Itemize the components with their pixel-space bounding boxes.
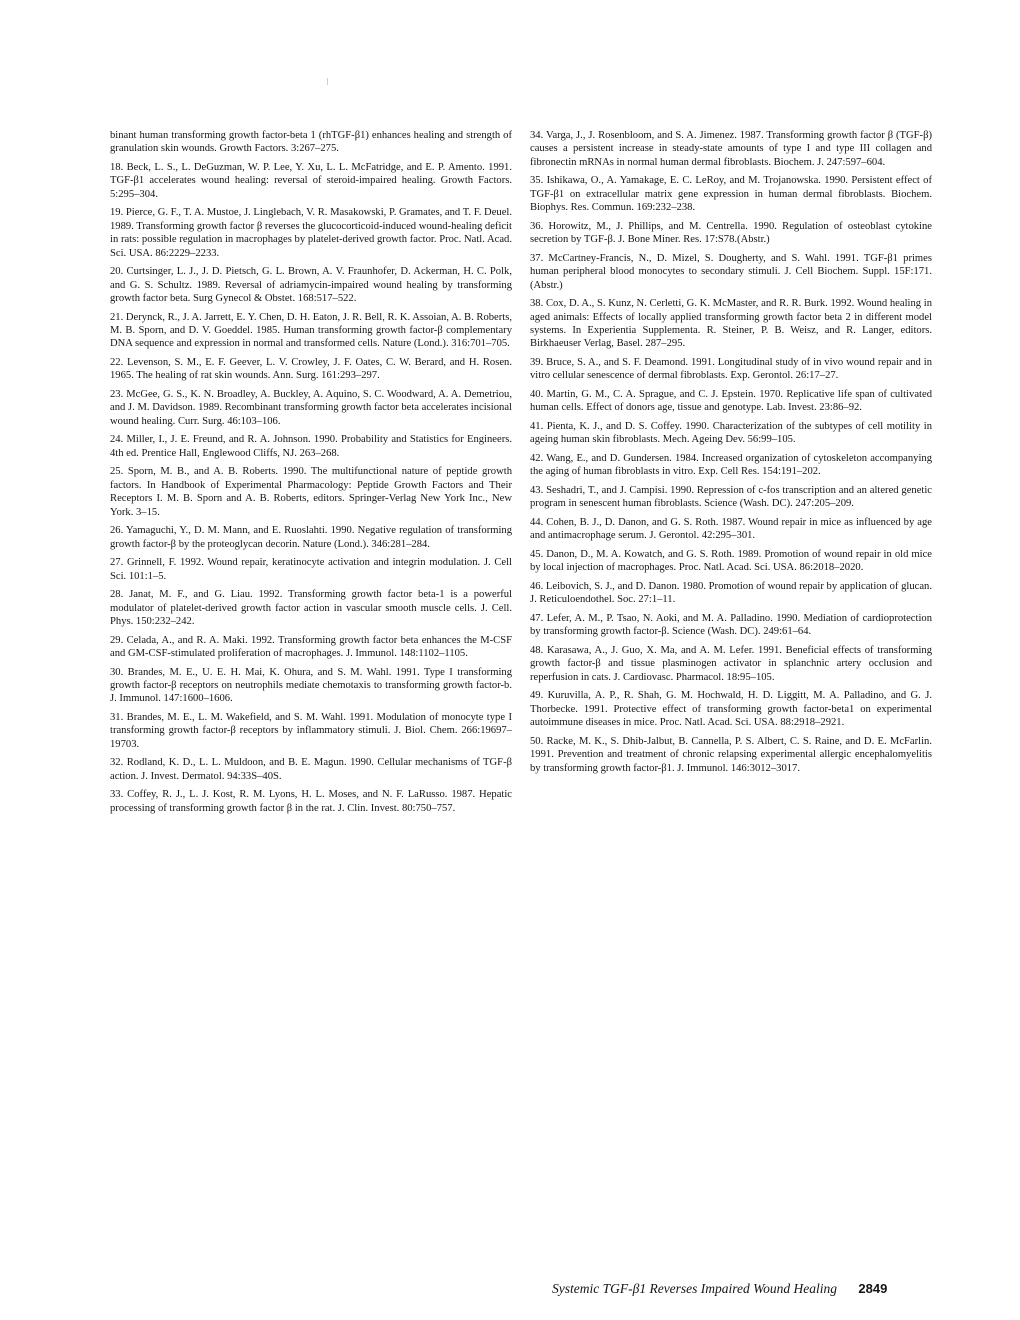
- reference-entry: 50. Racke, M. K., S. Dhib-Jalbut, B. Cannella, P. S. Albert, C. S. Raine, and D. E. McFarlin. 1991. Prevention and treatment of chronic relapsing experimental allergic encephalomyelitis by transforming growth factor-β1. J. Immunol. 146:3012–3017.: [530, 735, 932, 774]
- reference-entry: 29. Celada, A., and R. A. Maki. 1992. Transforming growth factor beta enhances the M-CSF and GM-CSF-stimulated proliferation of macrophages. J. Immunol. 148:1102–1105.: [110, 634, 512, 660]
- reference-entry: 22. Levenson, S. M., E. F. Geever, L. V. Crowley, J. F. Oates, C. W. Berard, and H. Rosen. 1965. The healing of rat skin wounds. Ann. Surg. 161:293–297.: [110, 357, 512, 382]
- reference-entry: 28. Janat, M. F., and G. Liau. 1992. Transforming growth factor beta-1 is a powerful modulator of platelet-derived growth factor action in vascular smooth muscle cells. J. Cell. Phys. 150:232–242.: [110, 589, 512, 628]
- reference-entry: 23. McGee, G. S., K. N. Broadley, A. Buckley, A. Aquino, S. C. Woodward, A. A. Demetriou, and J. M. Davidson. 1989. Recombinant transforming growth factor beta accelerates incisional wound healing. Curr. Surg. 46:103–106.: [110, 389, 512, 427]
- reference-entry: 20. Curtsinger, L. J., J. D. Pietsch, G. L. Brown, A. V. Fraunhofer, D. Ackerman, H. C. Polk, and G. S. Schultz. 1989. Reversal of adriamycin-impaired wound healing by transforming growth factor beta. Surg Gynecol & Obstet. 168:517–522.: [110, 266, 512, 305]
- reference-entry: 49. Kuruvilla, A. P., R. Shah, G. M. Hochwald, H. D. Liggitt, M. A. Palladino, and G. J. Thorbecke. 1991. Protective effect of transforming growth factor-beta1 on experimental autoimmune diseases in mice. Proc. Natl. Acad. Sci. USA. 88:2918–2921.: [530, 690, 932, 729]
- reference-entry: 48. Karasawa, A., J. Guo, X. Ma, and A. M. Lefer. 1991. Beneficial effects of transforming growth factor-β and tissue plasminogen activator in splanchnic artery occlusion and reperfusion in cats. J. Cardiovasc. Pharmacol. 18:95–105.: [530, 645, 932, 683]
- reference-entry: 19. Pierce, G. F., T. A. Mustoe, J. Linglebach, V. R. Masakowski, P. Gramates, and T. F. Deuel. 1989. Transforming growth factor β reverses the glucocorticoid-induced wound-healing deficit in rats: possible regulation in macrophages by platelet-derived growth factor. Proc. Natl. Acad. Sci. USA. 86:2229–2233.: [110, 207, 512, 259]
- reference-entry: 24. Miller, I., J. E. Freund, and R. A. Johnson. 1990. Probability and Statistics for Engineers. 4th ed. Prentice Hall, Englewood Cliffs, NJ. 263–268.: [110, 434, 512, 459]
- references-right-column: [530, 129, 932, 780]
- references-left-column: [110, 129, 512, 820]
- reference-entry: 30. Brandes, M. E., U. E. H. Mai, K. Ohura, and S. M. Wahl. 1991. Type I transforming growth factor-β receptors on neutrophils mediate chemotaxis to transforming growth factor-b. J. Immunol. 147:1600–1606.: [110, 666, 512, 705]
- reference-entry: 47. Lefer, A. M., P. Tsao, N. Aoki, and M. A. Palladino. 1990. Mediation of cardioprotection by transforming growth factor-β. Science (Wash. DC). 249:61–64.: [530, 613, 932, 638]
- reference-entry: 25. Sporn, M. B., and A. B. Roberts. 1990. The multifunctional nature of peptide growth factors. In Handbook of Experimental Pharmacology: Peptide Growth Factors and Their Receptors I. M. B. Sporn and A. B. Roberts, editors. Springer-Verlag New York Inc., New York. 3–15.: [110, 466, 512, 518]
- reference-entry: 36. Horowitz, M., J. Phillips, and M. Centrella. 1990. Regulation of osteoblast cytokine secretion by TGF-β. J. Bone Miner. Res. 17:S78.(Abstr.): [530, 220, 932, 246]
- reference-entry: 21. Derynck, R., J. A. Jarrett, E. Y. Chen, D. H. Eaton, J. R. Bell, R. K. Assoian, A. B. Roberts, M. B. Sporn, and D. V. Goeddel. 1985. Human transforming growth factor-β complementary DNA sequence and expression in normal and transformed cells. Nature (Lond.). 316:701–705.: [110, 311, 512, 350]
- reference-entry: 43. Seshadri, T., and J. Campisi. 1990. Repression of c-fos transcription and an altered genetic program in senescent human fibroblasts. Science (Wash. DC). 247:205–209.: [530, 485, 932, 510]
- reference-entry: 34. Varga, J., J. Rosenbloom, and S. A. Jimenez. 1987. Transforming growth factor β (TGF-β) causes a persistent increase in steady-state amounts of type I and type III collagen and fibronectin mRNAs in normal human dermal fibroblasts. Biochem. J. 247:597–604.: [530, 130, 932, 168]
- reference-entry: 40. Martin, G. M., C. A. Sprague, and C. J. Epstein. 1970. Replicative life span of cultivated human cells. Effect of donors age, tissue and genotype. Lab. Invest. 23:86–92.: [530, 389, 932, 414]
- reference-entry: 45. Danon, D., M. A. Kowatch, and G. S. Roth. 1989. Promotion of wound repair in old mice by local injection of macrophages. Proc. Natl. Acad. Sci. USA. 86:2018–2020.: [530, 549, 932, 574]
- reference-entry: 35. Ishikawa, O., A. Yamakage, E. C. LeRoy, and M. Trojanowska. 1990. Persistent effect of TGF-β1 on extracellular matrix gene expression in human dermal fibroblasts. Biochem. Biophys. Res. Commun. 169:232–238.: [530, 175, 932, 214]
- reference-entry: 37. McCartney-Francis, N., D. Mizel, S. Dougherty, and S. Wahl. 1991. TGF-β1 primes human peripheral blood monocytes to secondary stimuli. J. Cell Biochem. Suppl. 15F:171.(Abstr.): [530, 252, 932, 291]
- reference-entry: 39. Bruce, S. A., and S. F. Deamond. 1991. Longitudinal study of in vivo wound repair and in vitro cellular senescence of dermal fibroblasts. Exp. Gerontol. 26:17–27.: [530, 357, 932, 382]
- reference-entry: 46. Leibovich, S. J., and D. Danon. 1980. Promotion of wound repair by application of glucan. J. Reticuloendothel. Soc. 27:1–11.: [530, 581, 932, 606]
- reference-entry: binant human transforming growth factor-beta 1 (rhTGF-β1) enhances healing and strength of granulation skin wounds. Growth Factors. 3:267–275.: [110, 130, 512, 155]
- reference-entry: 18. Beck, L. S., L. DeGuzman, W. P. Lee, Y. Xu, L. L. McFatridge, and E. P. Amento. 1991. TGF-β1 accelerates wound healing: reversal of steroid-impaired healing. Growth Factors. 5:295–304.: [110, 162, 512, 200]
- reference-entry: 33. Coffey, R. J., L. J. Kost, R. M. Lyons, H. L. Moses, and N. F. LaRusso. 1987. Hepatic processing of transforming growth factor β in the rat. J. Clin. Invest. 80:750–757.: [110, 789, 512, 814]
- page-number: 2849: [858, 1281, 888, 1296]
- reference-entry: 31. Brandes, M. E., L. M. Wakefield, and S. M. Wahl. 1991. Modulation of monocyte type I transforming growth factor-β receptors by inflammatory stimuli. J. Biol. Chem. 266:19697–19703.: [110, 712, 512, 750]
- reference-entry: 32. Rodland, K. D., L. L. Muldoon, and B. E. Magun. 1990. Cellular mechanisms of TGF-β action. J. Invest. Dermatol. 94:33S–40S.: [110, 757, 512, 782]
- scan-mark: [327, 78, 328, 85]
- reference-entry: 42. Wang, E., and D. Gundersen. 1984. Increased organization of cytoskeleton accompanying the aging of human fibroblasts in vitro. Exp. Cell Res. 154:191–202.: [530, 453, 932, 478]
- reference-entry: 41. Pienta, K. J., and D. S. Coffey. 1990. Characterization of the subtypes of cell motility in ageing human skin fibroblasts. Mech. Ageing Dev. 56:99–105.: [530, 421, 932, 446]
- reference-entry: 38. Cox, D. A., S. Kunz, N. Cerletti, G. K. McMaster, and R. R. Burk. 1992. Wound healing in aged animals: Effects of locally applied transforming growth factor beta 2 in different model systems. In Experientia Supplementa. R. Steiner, P. B. Weisz, and R. Langer, editors. Birkhaeuser Verlag, Basel. 287–295.: [530, 298, 932, 350]
- page-footer: [552, 1281, 912, 1297]
- reference-entry: 26. Yamaguchi, Y., D. M. Mann, and E. Ruoslahti. 1990. Negative regulation of transforming growth factor-β by the proteoglycan decorin. Nature (Lond.). 346:281–284.: [110, 525, 512, 550]
- reference-entry: 44. Cohen, B. J., D. Danon, and G. S. Roth. 1987. Wound repair in mice as influenced by age and antimacrophage serum. J. Gerontol. 42:295–301.: [530, 517, 932, 542]
- running-title: Systemic TGF-β1 Reverses Impaired Wound Healing: [552, 1281, 838, 1296]
- reference-entry: 27. Grinnell, F. 1992. Wound repair, keratinocyte activation and integrin modulation. J. Cell Sci. 101:1–5.: [110, 557, 512, 582]
